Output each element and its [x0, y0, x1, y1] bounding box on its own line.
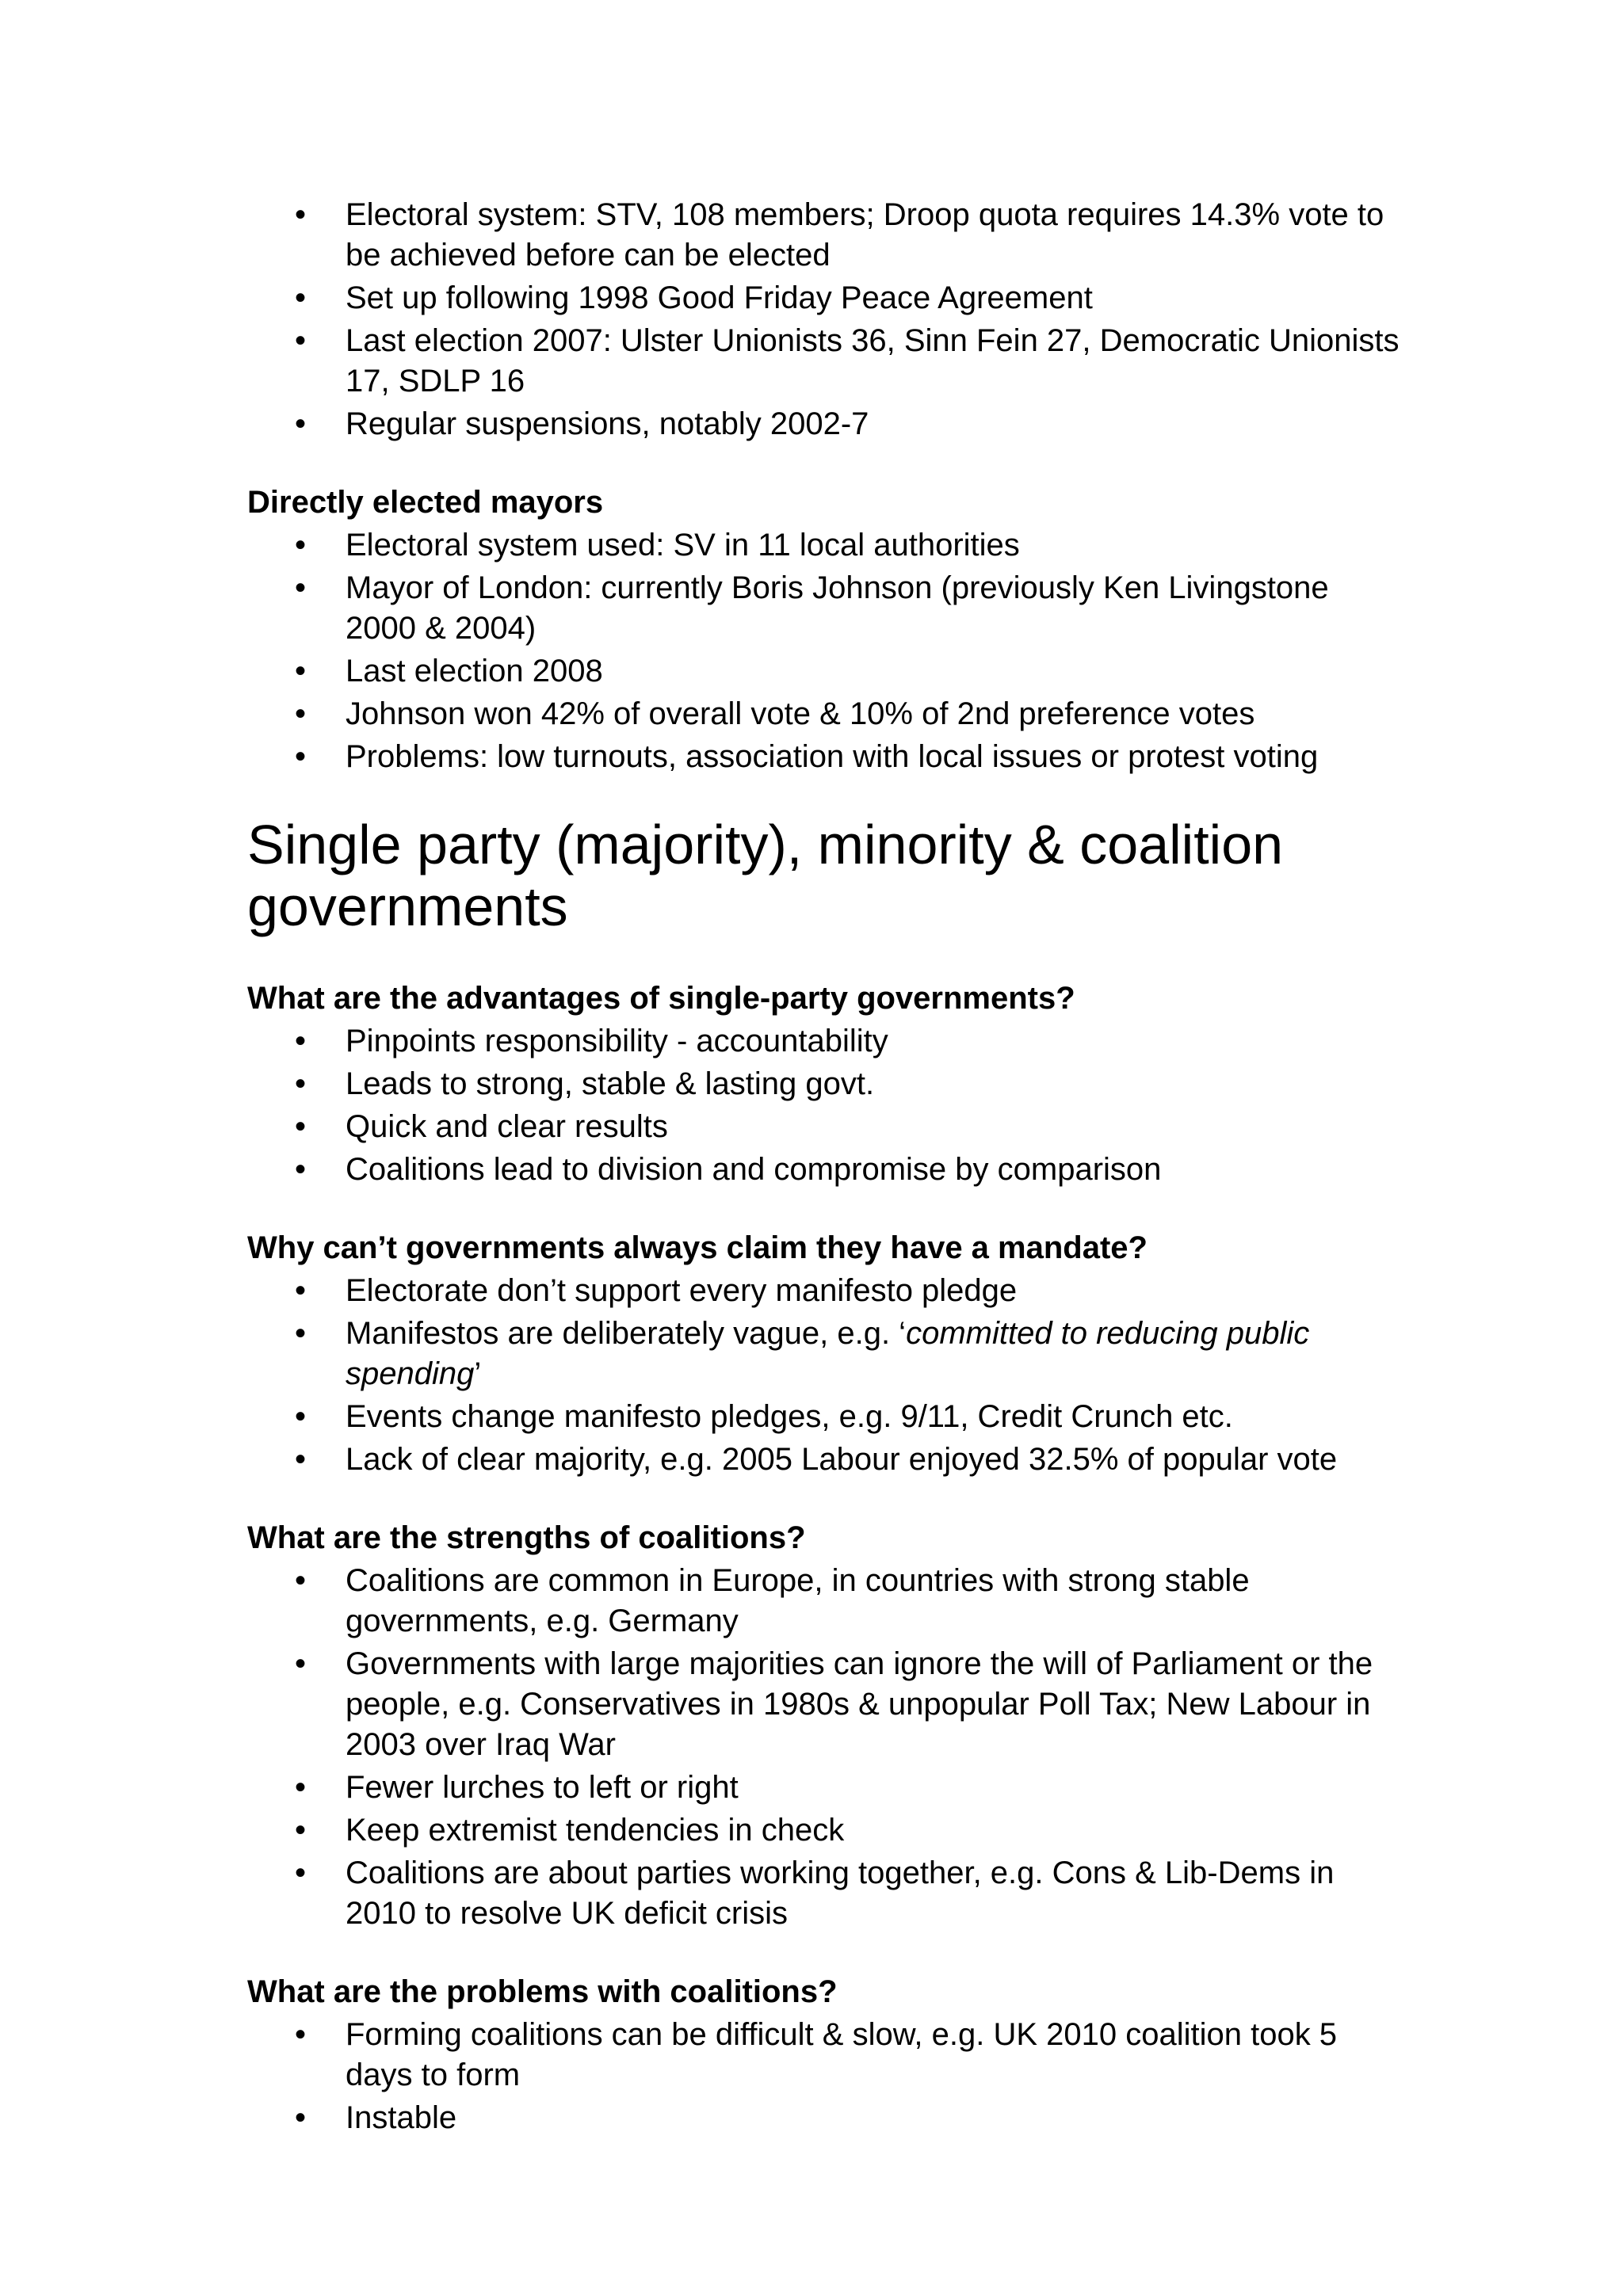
bullet-icon: • — [295, 2017, 307, 2052]
bullet-icon: • — [295, 1442, 307, 1477]
bullet-icon: • — [295, 528, 307, 563]
bullet-icon: • — [295, 323, 307, 358]
mayors-section — [247, 482, 1404, 777]
list-item: • Keep extremist tendencies in check — [247, 1810, 1404, 1851]
quote-italic: committed to reducing public spending — [346, 1316, 1310, 1391]
bullet-icon: • — [295, 1563, 307, 1598]
list-item: • Forming coalitions can be difficult & slow, e.g. UK 2010 coalition took 5 days to form — [247, 2015, 1404, 2096]
list-item: • Electoral system: STV, 108 members; Droop quota requires 14.3% vote to be achieved before can be elected — [247, 195, 1404, 276]
bullet-icon: • — [295, 739, 307, 774]
list-item: • Coalitions are common in Europe, in countries with strong stable governments, e.g. Germany — [247, 1561, 1404, 1642]
bullet-icon: • — [295, 1152, 307, 1187]
mandate-section — [247, 1228, 1404, 1480]
list-item: • Governments with large majorities can ignore the will of Parliament or the people, e.g. Conservatives in 1980s & unpopular Poll Tax; New Labour in 2003 over Iraq War — [247, 1644, 1404, 1765]
document-content — [247, 195, 1404, 2141]
list-item: • Mayor of London: currently Boris Johnson (previously Ken Livingstone 2000 & 2004) — [247, 568, 1404, 649]
bullet-icon: • — [295, 1399, 307, 1434]
bullet-icon: • — [295, 570, 307, 605]
mayors-heading: Directly elected mayors — [247, 485, 604, 520]
intro-list — [247, 195, 1404, 444]
bullet-icon: • — [295, 696, 307, 731]
page-title: Single party (majority), minority & coalition governments — [247, 814, 1284, 937]
list-item: • Coalitions lead to division and compromise by comparison — [247, 1150, 1404, 1190]
bullet-icon: • — [295, 1646, 307, 1681]
bullet-icon: • — [295, 197, 307, 232]
advantages-heading: What are the advantages of single-party governments? — [247, 981, 1075, 1016]
problems-section — [247, 1972, 1404, 2138]
list-item: • Quick and clear results — [247, 1107, 1404, 1147]
bullet-icon: • — [295, 1066, 307, 1101]
list-item: • Electorate don’t support every manifesto pledge — [247, 1271, 1404, 1311]
strengths-section — [247, 1518, 1404, 1934]
problems-list — [247, 2015, 1404, 2138]
problems-heading: What are the problems with coalitions? — [247, 1974, 838, 2009]
bullet-icon: • — [295, 1316, 307, 1351]
bullet-icon: • — [295, 1273, 307, 1308]
list-item: • Problems: low turnouts, association with local issues or protest voting — [247, 737, 1404, 777]
list-item: • Pinpoints responsibility - accountability — [247, 1021, 1404, 1062]
list-item: • Leads to strong, stable & lasting govt. — [247, 1064, 1404, 1104]
list-item: • Electoral system used: SV in 11 local authorities — [247, 525, 1404, 566]
list-item: • Set up following 1998 Good Friday Peace Agreement — [247, 278, 1404, 318]
bullet-icon: • — [295, 1024, 307, 1058]
mayors-list — [247, 525, 1404, 777]
bullet-icon: • — [295, 1109, 307, 1144]
bullet-icon: • — [295, 1813, 307, 1848]
list-item: • Manifestos are deliberately vague, e.g. ‘committed to reducing public spending’ — [247, 1314, 1404, 1394]
mandate-list — [247, 1271, 1404, 1480]
strengths-heading: What are the strengths of coalitions? — [247, 1520, 806, 1555]
advantages-list — [247, 1021, 1404, 1190]
bullet-icon: • — [295, 654, 307, 688]
advantages-section — [247, 978, 1404, 1190]
strengths-list — [247, 1561, 1404, 1934]
list-item: • Events change manifesto pledges, e.g. 9/11, Credit Crunch etc. — [247, 1397, 1404, 1437]
list-item: • Johnson won 42% of overall vote & 10% of 2nd preference votes — [247, 694, 1404, 734]
list-item: • Last election 2008 — [247, 651, 1404, 692]
bullet-icon: • — [295, 1770, 307, 1805]
bullet-icon: • — [295, 280, 307, 315]
bullet-icon: • — [295, 2100, 307, 2135]
bullet-icon: • — [295, 1855, 307, 1890]
mandate-heading: Why can’t governments always claim they have a mandate? — [247, 1230, 1148, 1265]
list-item: • Coalitions are about parties working together, e.g. Cons & Lib-Dems in 2010 to resolve UK deficit crisis — [247, 1853, 1404, 1934]
bullet-icon: • — [295, 406, 307, 441]
list-item: • Fewer lurches to left or right — [247, 1768, 1404, 1808]
list-item: • Lack of clear majority, e.g. 2005 Labour enjoyed 32.5% of popular vote — [247, 1440, 1404, 1480]
list-item: • Regular suspensions, notably 2002-7 — [247, 404, 1404, 444]
list-item: • Instable — [247, 2098, 1404, 2138]
list-item: • Last election 2007: Ulster Unionists 36, Sinn Fein 27, Democratic Unionists 17, SDLP 16 — [247, 321, 1404, 402]
